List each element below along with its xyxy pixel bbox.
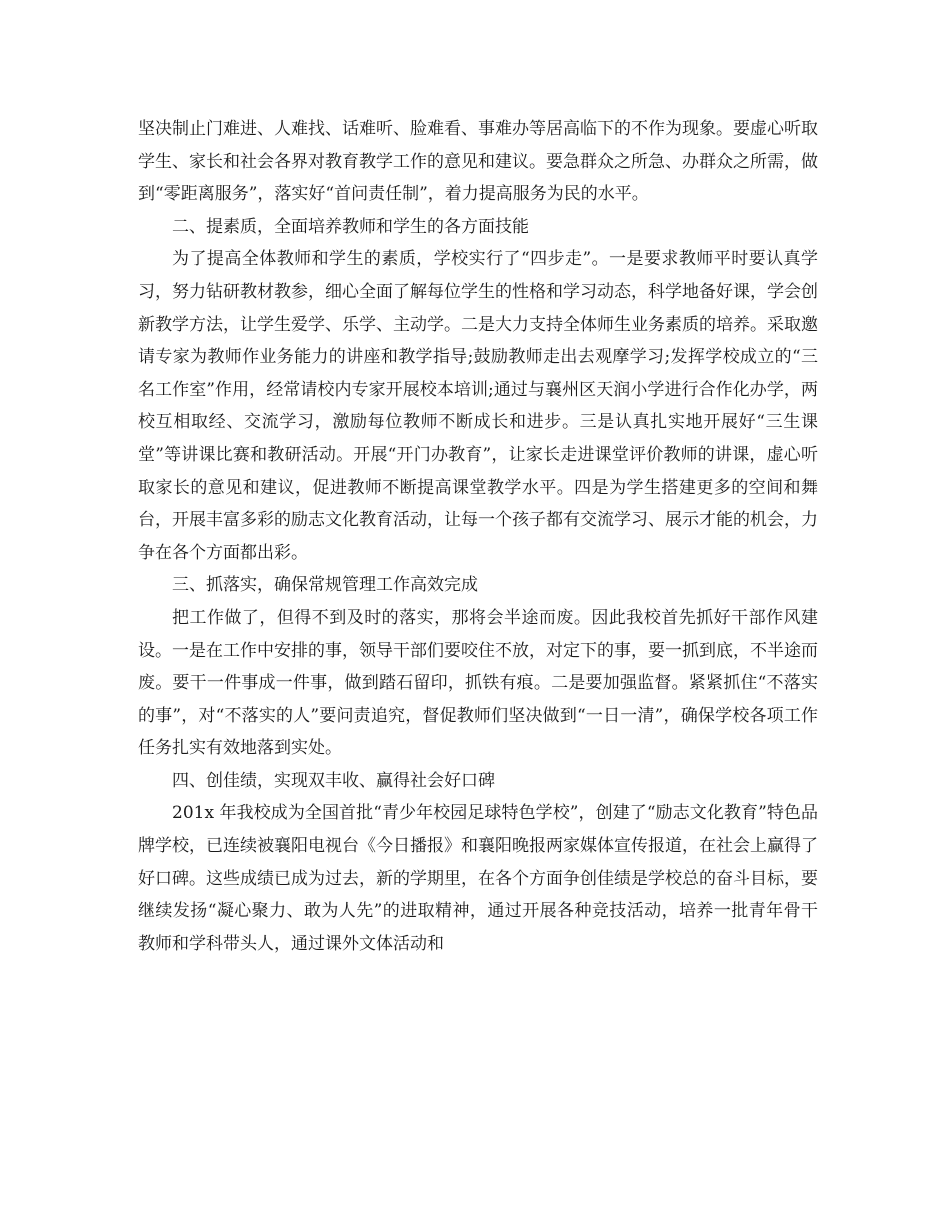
paragraph-implementation: 把工作做了，但得不到及时的落实，那将会半途而废。因此我校首先抓好干部作风建设。一是在工作中安排的事，领导干部们要咬住不放，对定下的事，要一抓到底，不半途而废。要干一件事成一件事，做到踏石留印，抓铁有痕。二是要加强监督。紧紧抓住“不落实的事”，对“不落实的人”要问责追究，督促教师们坚决做到“一日一清”，确保学校各项工作任务扎实有效地落到实处。 [138,607,818,759]
section-heading-quality: 二、提素质，全面培养教师和学生的各方面技能 [172,216,529,237]
paragraph-four-steps: 为了提高全体教师和学生的素质，学校实行了“四步走”。一是要求教师平时要认真学习，努力钻研教材教参，细心全面了解每位学生的性格和学习动态，科学地备好课，学会创新教学方法，让学生爱学、乐学、主动学。二是大力支持全体师生业务素质的培养。采取邀请专家为教师作业务能力的讲座和教学指导;鼓励教师走出去观摩学习;发挥学校成立的“三名工作室”作用，经常请校内专家开展校本培训;通过与襄州区天润小学进行合作化办学，两校互相取经、交流学习，激励每位教师不断成长和进步。三是认真扎实地开展好“三生课堂”等讲课比赛和教研活动。开展“开门办教育”，让家长走进课堂评价教师的讲课，虚心听取家长的意见和建议，促进教师不断提高课堂教学水平。四是为学生搭建更多的空间和舞台，开展丰富多彩的励志文化教育活动，让每一个孩子都有交流学习、展示才能的机会，力争在各个方面都出彩。 [138,249,818,563]
document-body [138,113,818,960]
paragraph-service-attitude: 坚决制止门难进、人难找、话难听、脸难看、事难办等居高临下的不作为现象。要虚心听取学生、家长和社会各界对教育教学工作的意见和建议。要急群众之所急、办群众之所需，做到“零距离服务”，落实好“首问责任制”，着力提高服务为民的水平。 [138,119,818,205]
section-heading-achievements: 四、创佳绩，实现双丰收、赢得社会好口碑 [172,770,495,791]
section-heading-implementation: 三、抓落实，确保常规管理工作高效完成 [172,575,478,596]
paragraph-achievements: 201x 年我校成为全国首批“青少年校园足球特色学校”，创建了“励志文化教育”特色品牌学校，已连续被襄阳电视台《今日播报》和襄阳晚报两家媒体宣传报道，在社会上赢得了好口碑。这些成绩已成为过去，新的学期里，在各个方面争创佳绩是学校总的奋斗目标，要继续发扬“凝心聚力、敢为人先”的进取精神，通过开展各种竞技活动，培养一批青年骨干教师和学科带头人，通过课外文体活动和 [138,803,818,954]
